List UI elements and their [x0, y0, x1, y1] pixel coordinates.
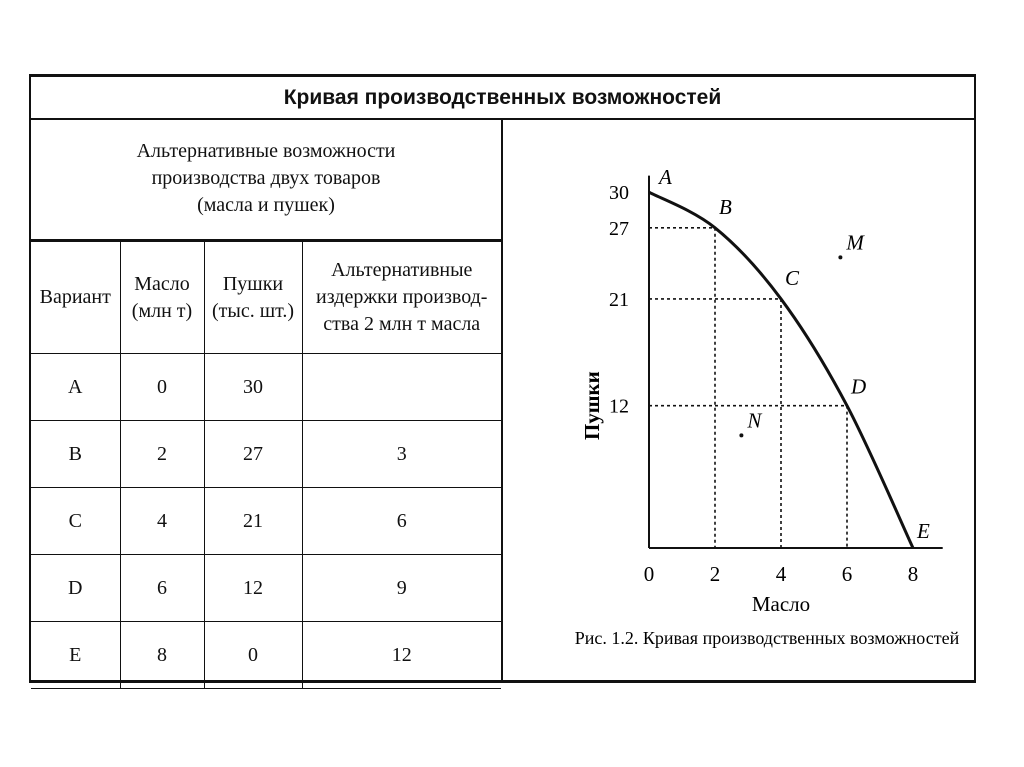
table-row	[31, 622, 501, 689]
table-caption-line: производства двух товаров	[151, 167, 381, 189]
cell-guns: 30	[204, 354, 302, 421]
y-tick-label: 12	[609, 395, 629, 418]
cell-variant: E	[31, 622, 120, 689]
y-tick-label: 27	[609, 217, 629, 240]
cell-variant: A	[31, 354, 120, 421]
chart-panel	[503, 120, 974, 682]
cell-butter: 6	[120, 555, 204, 622]
cell-variant: D	[31, 555, 120, 622]
cell-guns: 27	[204, 421, 302, 488]
x-axis-label: Масло	[751, 592, 811, 616]
figure-caption: Рис. 1.2. Кривая производственных возможностей	[574, 628, 960, 648]
cell-cost: 3	[302, 421, 501, 488]
point-label-a: A	[659, 165, 672, 190]
table-caption-line: Альтернативные возможности	[136, 140, 396, 162]
figure-frame	[29, 74, 976, 682]
table-header-row	[31, 242, 501, 354]
point-label-b: B	[719, 194, 732, 219]
x-tick-label: 6	[841, 562, 853, 586]
y-tick-label: 21	[609, 288, 629, 311]
cell-butter: 4	[120, 488, 204, 555]
page-title: Кривая производственных возможностей	[31, 77, 974, 120]
x-tick-label: 8	[907, 562, 919, 586]
column-header-variant: Вариант	[31, 242, 120, 354]
point-label-n: N	[747, 408, 762, 433]
x-tick-label: 0	[643, 562, 655, 586]
point-marker-m	[838, 255, 842, 259]
cell-guns: 21	[204, 488, 302, 555]
cell-butter: 8	[120, 622, 204, 689]
cell-cost: 6	[302, 488, 501, 555]
y-axis-label: Пушки	[580, 371, 604, 441]
point-marker-n	[739, 433, 743, 437]
cell-cost: 12	[302, 622, 501, 689]
ppc-chart	[503, 120, 1004, 680]
cell-variant: B	[31, 421, 120, 488]
table-row	[31, 421, 501, 488]
alternatives-table	[31, 241, 501, 689]
table-caption-line: (масла и пушек)	[197, 194, 335, 216]
x-tick-label: 4	[775, 562, 787, 586]
table-caption	[31, 118, 501, 241]
cell-cost: 9	[302, 555, 501, 622]
cell-guns: 12	[204, 555, 302, 622]
cell-butter: 0	[120, 354, 204, 421]
cell-guns: 0	[204, 622, 302, 689]
point-label-m: M	[846, 230, 864, 255]
cell-variant: C	[31, 488, 120, 555]
point-label-c: C	[785, 265, 800, 290]
point-label-d: D	[851, 374, 867, 399]
table-row	[31, 354, 501, 421]
cell-cost	[302, 354, 501, 421]
cell-butter: 2	[120, 421, 204, 488]
alternatives-table-panel	[31, 118, 503, 682]
point-label-e: E	[917, 519, 930, 543]
bottom-rule	[29, 680, 976, 683]
table-row	[31, 488, 501, 555]
y-tick-label: 30	[609, 182, 629, 205]
column-header-butter: Масло (млн т)	[120, 242, 204, 354]
table-row	[31, 555, 501, 622]
column-header-opportunity-cost: Альтернативные издержки производ- ства 2 млн т масла	[302, 242, 501, 354]
x-tick-label: 2	[709, 562, 721, 586]
ppc-curve	[649, 192, 913, 548]
column-header-guns: Пушки (тыс. шт.)	[204, 242, 302, 354]
